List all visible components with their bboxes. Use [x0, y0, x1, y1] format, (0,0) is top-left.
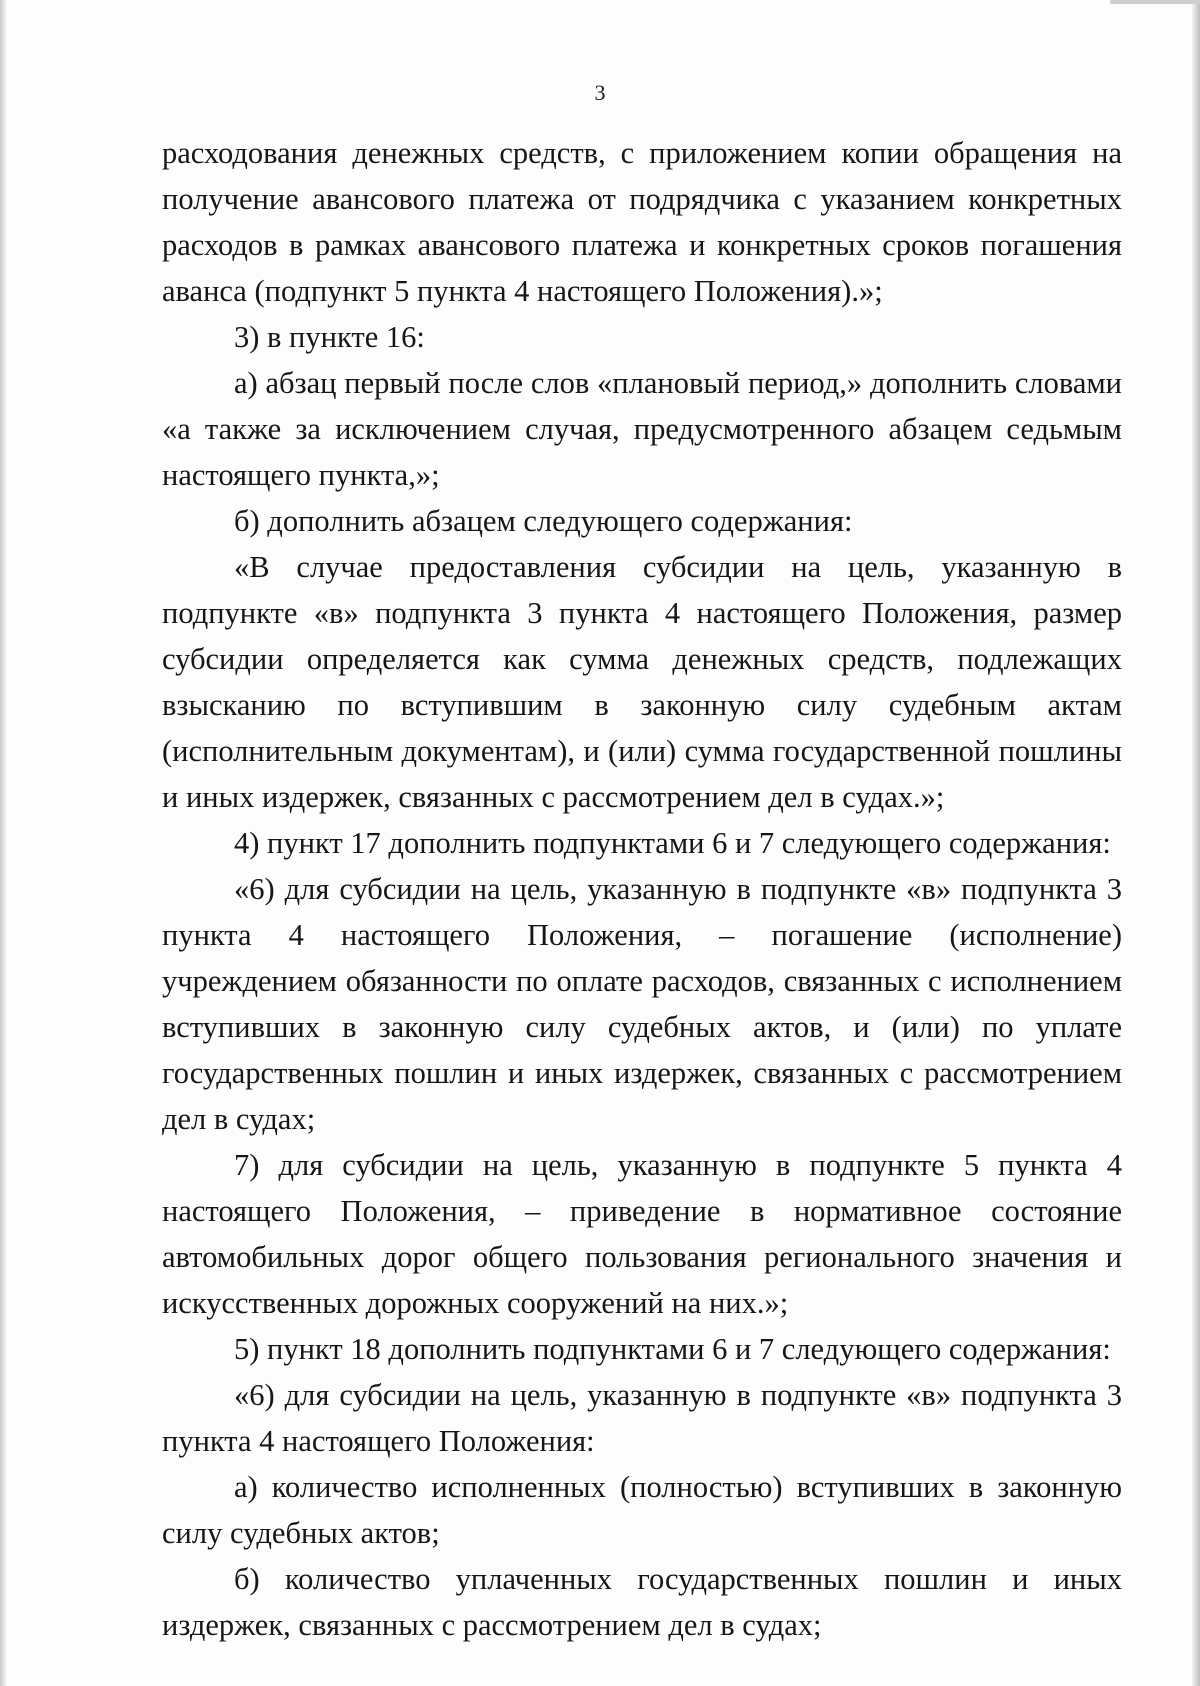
paragraph: 7) для субсидии на цель, указанную в подпункте 5 пункта 4 настоящего Положения, – приведение в нормативное состояние автомобильных дорог общего пользования регионального значения и искусственных дорожных сооружений на них.»;	[162, 1148, 1122, 1320]
scan-edge-top	[1110, 0, 1200, 4]
paragraph: 5) пункт 18 дополнить подпунктами 6 и 7 следующего содержания:	[234, 1332, 1111, 1366]
paragraph: 3) в пункте 16:	[234, 320, 425, 354]
paragraph: 4) пункт 17 дополнить подпунктами 6 и 7 следующего содержания:	[234, 826, 1111, 860]
paragraph: «6) для субсидии на цель, указанную в подпункте «в» подпункта 3 пункта 4 настоящего Положения, – погашение (исполнение) учреждением обязанности по оплате расходов, связанных с исполнением вступивших в законную силу судебных актов, и (или) по уплате государственных пошлин и иных издержек, связанных с рассмотрением дел в судах;	[162, 872, 1122, 1136]
document-body	[162, 130, 1122, 1648]
scan-edge-left	[0, 0, 6, 1686]
paragraph: «В случае предоставления субсидии на цель, указанную в подпункте «в» подпункта 3 пункта 4 настоящего Положения, размер субсидии определяется как сумма денежных средств, подлежащих взысканию по вступившим в законную силу судебным актам (исполнительным документам), и (или) сумма государственной пошлины и иных издержек, связанных с рассмотрением дел в судах.»;	[162, 550, 1122, 814]
paragraph: б) дополнить абзацем следующего содержания:	[234, 504, 853, 538]
paragraph: «6) для субсидии на цель, указанную в подпункте «в» подпункта 3 пункта 4 настоящего Положения:	[162, 1378, 1122, 1458]
paragraph: расходования денежных средств, с приложением копии обращения на получение авансового платежа от подрядчика с указанием конкретных расходов в рамках авансового платежа и конкретных сроков погашения аванса (подпункт 5 пункта 4 настоящего Положения).»;	[162, 136, 1122, 308]
paragraph: а) количество исполненных (полностью) вступивших в законную силу судебных актов;	[162, 1470, 1122, 1550]
paragraph: б) количество уплаченных государственных пошлин и иных издержек, связанных с рассмотрением дел в судах;	[162, 1562, 1122, 1642]
scan-edge-right	[1192, 0, 1200, 1686]
paragraph: а) абзац первый после слов «плановый период,» дополнить словами «а также за исключением случая, предусмотренного абзацем седьмым настоящего пункта,»;	[162, 366, 1122, 492]
page-number: 3	[594, 80, 606, 105]
